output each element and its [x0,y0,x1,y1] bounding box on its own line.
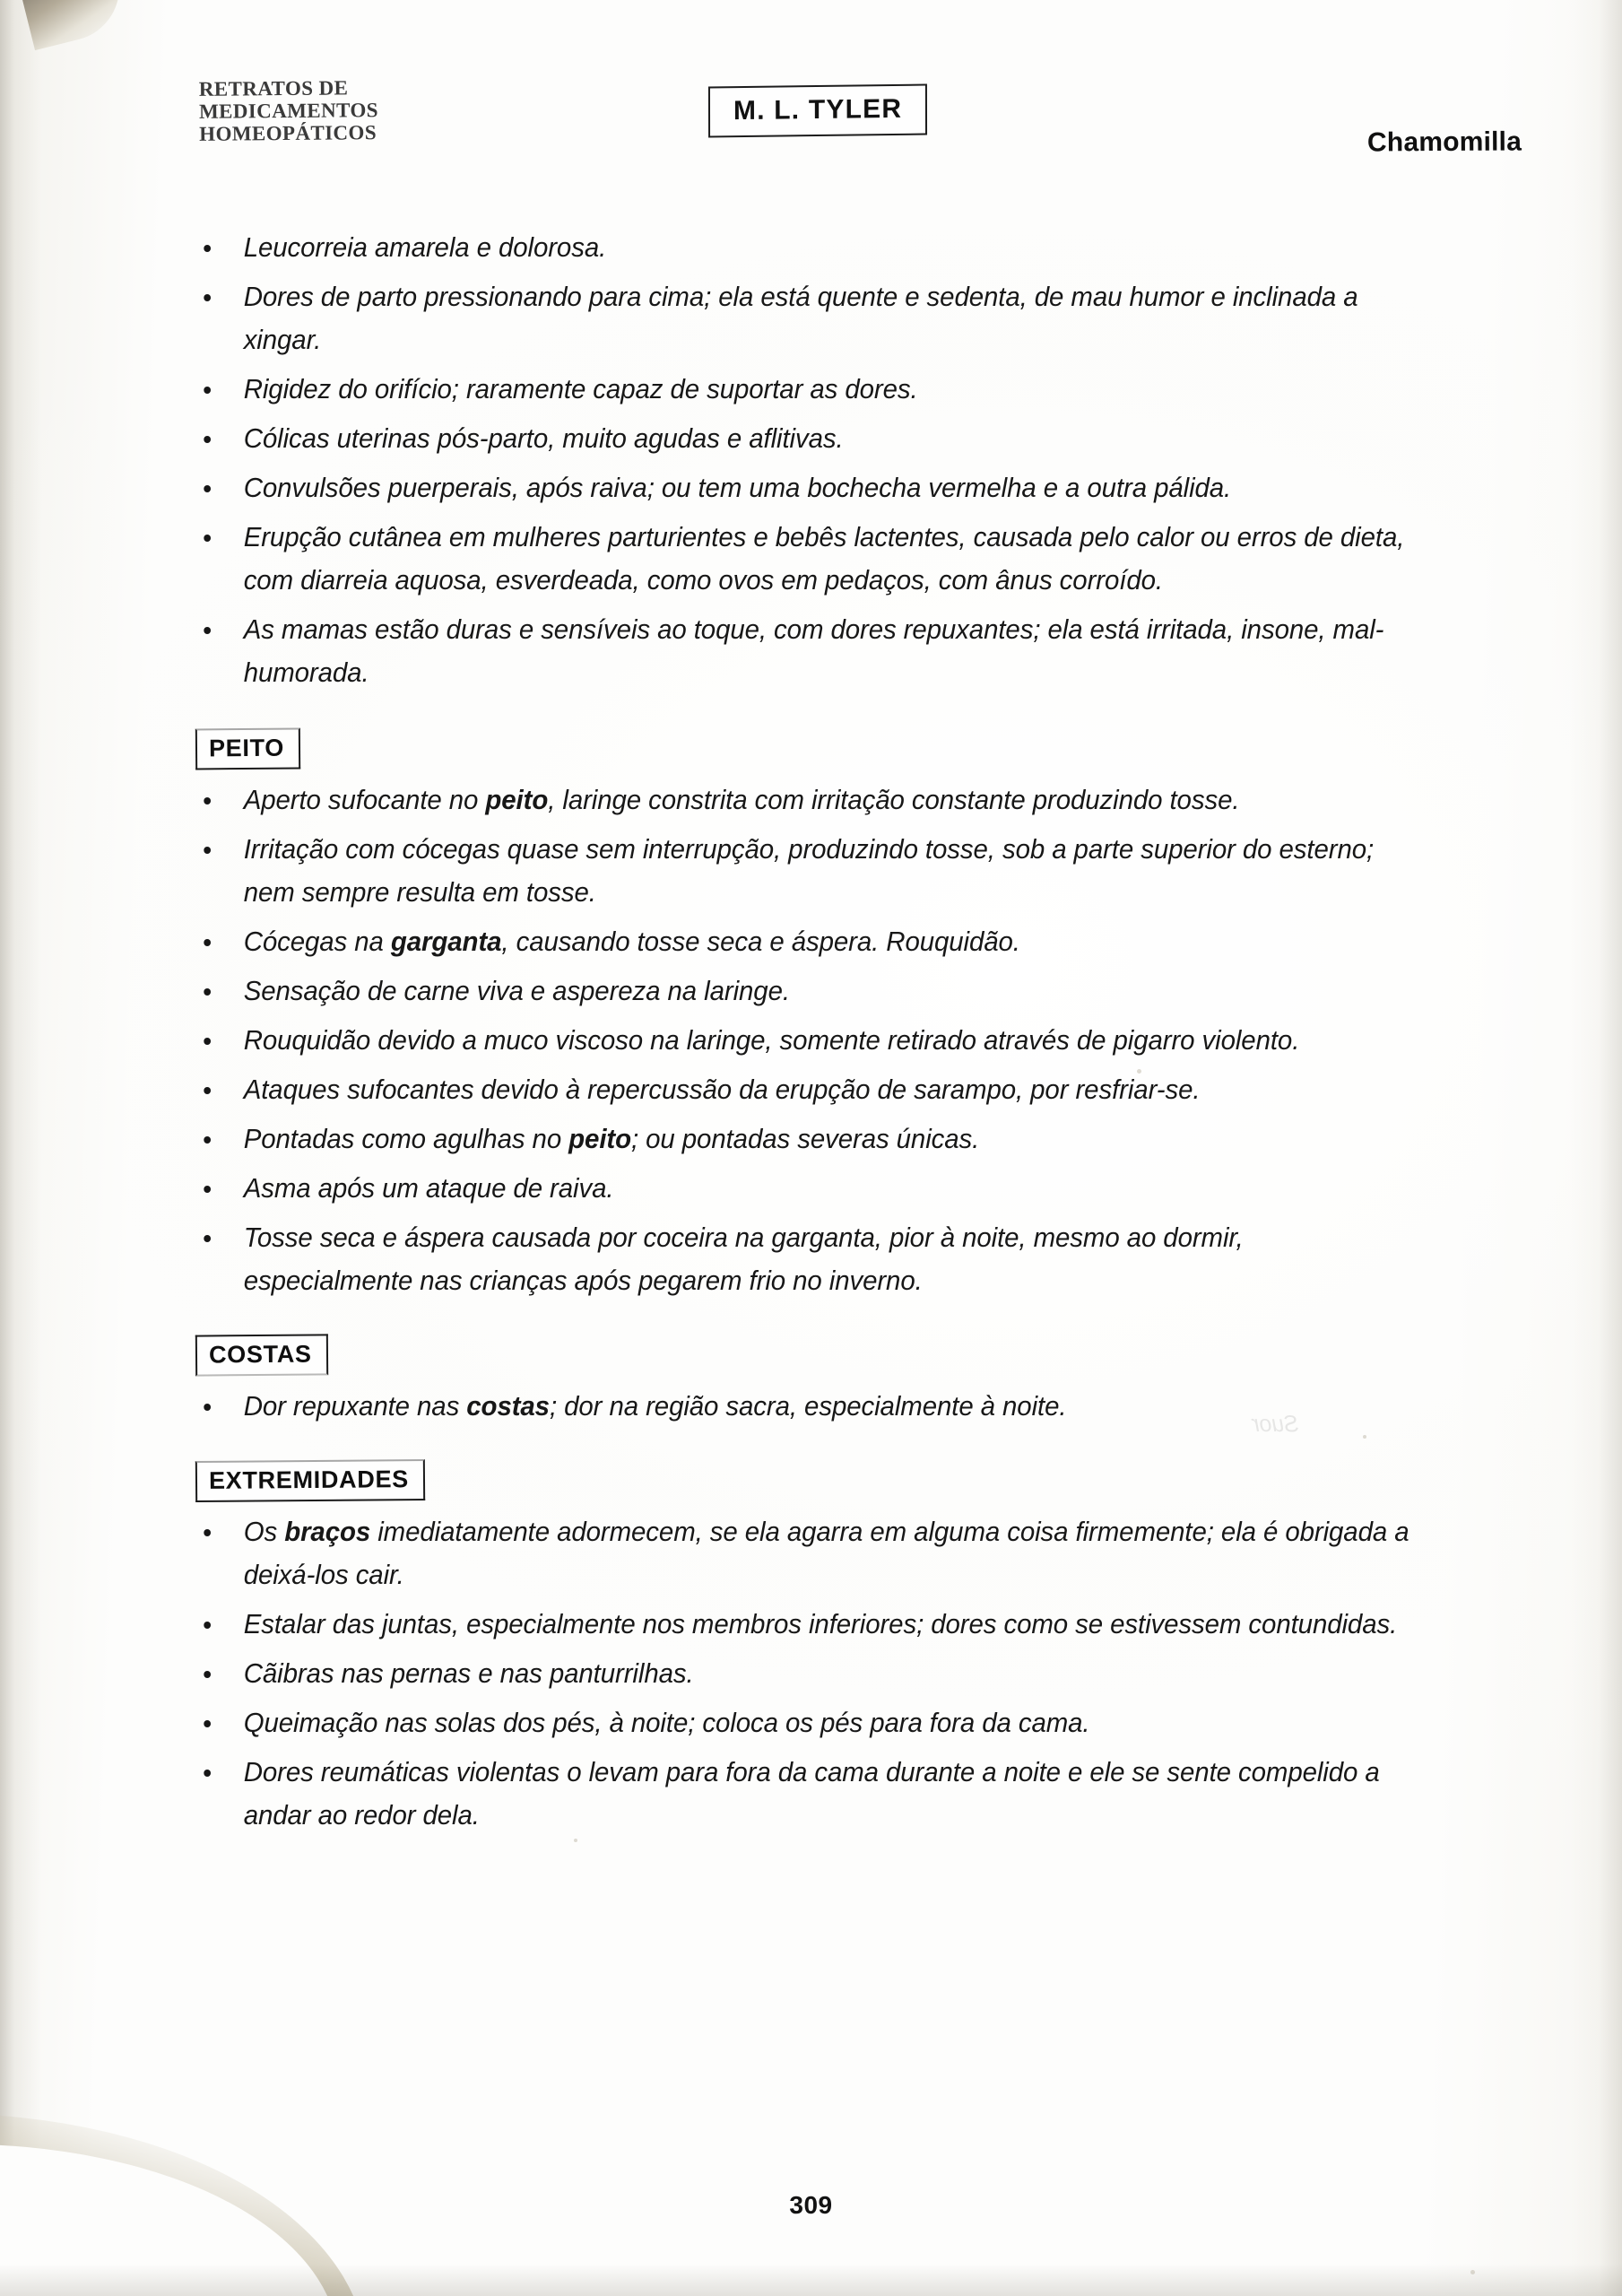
author-name: M. L. TYLER [733,93,903,126]
text-pre: Aperto sufocante no [243,785,486,815]
text-post: ; dor na região sacra, especialmente à noite. [549,1391,1067,1422]
text-pre: Pontadas como agulhas no [243,1124,569,1154]
page-body [186,226,1460,1843]
remedy-title: Chamomilla [1366,126,1522,158]
list-item [186,1510,1415,1596]
running-head [0,72,1622,188]
text-pre: Asma após um ataque de raiva. [243,1173,614,1204]
bleed-through-text: Suor [1252,1409,1299,1438]
text-pre: Dor repuxante nas [243,1391,467,1422]
intro-bullet-list [186,226,1460,694]
list-item [186,1019,1415,1062]
list-item: Leucorreia amarela e dolorosa. [186,226,1415,269]
book-series-logo [199,76,379,145]
text-pre: Dores reumáticas violentas o levam para fora da cama durante a noite e ele se sente compelido a andar ao redor dela. [243,1757,1380,1831]
list-item [186,970,1415,1013]
peito-bullet-list [186,778,1460,1302]
list-item [186,1652,1415,1695]
text-emphasis: braços [284,1517,371,1547]
list-item: Erupção cutânea em mulheres parturientes e bebês lactentes, causada pelo calor ou erros de dieta, com diarreia aquosa, esverdeada, como ovos em pedaços, com ânus corroído. [186,516,1415,602]
book-series-line-3: HOMEOPÁTICOS [199,121,377,145]
section-heading-costas: COSTAS [195,1334,328,1376]
section-heading-extremidades: EXTREMIDADES [195,1459,425,1502]
text-pre: Ataques sufocantes devido à repercussão da erupção de sarampo, por resfriar-se. [243,1074,1201,1105]
list-item [186,1118,1415,1161]
section-heading-peito: PEITO [195,728,300,770]
author-name-box [708,84,927,138]
section-costas [186,1311,1460,1428]
book-series-line-1: RETRATOS DE [198,76,349,100]
text-emphasis: peito [485,785,549,815]
text-emphasis: peito [568,1124,631,1154]
text-pre: Estalar das juntas, especialmente nos membros inferiores; dores como se estivessem contundidas. [243,1609,1398,1639]
section-extremidades [186,1437,1460,1837]
list-item: As mamas estão duras e sensíveis ao toque, com dores repuxantes; ela está irritada, insone, mal-humorada. [186,608,1415,694]
section-peito [186,705,1460,1302]
list-item [186,1603,1415,1646]
text-emphasis: garganta [390,926,502,957]
text-pre: Irritação com cócegas quase sem interrupção, produzindo tosse, sob a parte superior do esterno; nem sempre resulta em tosse. [243,834,1375,908]
text-post: , laringe constrita com irritação constante produzindo tosse. [548,785,1240,815]
book-series-line-2: MEDICAMENTOS [198,99,379,123]
list-item: Convulsões puerperais, após raiva; ou tem uma bochecha vermelha e a outra pálida. [186,466,1415,509]
extremidades-bullet-list [186,1510,1460,1837]
text-post: ; ou pontadas severas únicas. [630,1124,980,1154]
text-pre: Cócegas na [243,926,391,957]
list-item [186,1701,1415,1744]
text-pre: Queimação nas solas dos pés, à noite; coloca os pés para fora da cama. [243,1708,1090,1738]
text-post: imediatamente adormecem, se ela agarra em alguma coisa firmemente; ela é obrigada a deixá-los cair. [243,1517,1409,1590]
text-emphasis: costas [466,1391,550,1422]
list-item [186,920,1415,963]
text-pre: Tosse seca e áspera causada por coceira na garganta, pior à noite, mesmo ao dormir, especialmente nas crianças após pegarem frio no inverno. [243,1222,1244,1296]
text-pre: Os [243,1517,285,1547]
list-item: Cólicas uterinas pós-parto, muito agudas e aflitivas. [186,417,1415,460]
text-post: , causando tosse seca e áspera. Rouquidão. [501,926,1020,957]
list-item [186,828,1415,914]
list-item [186,1216,1415,1302]
list-item: Rigidez do orifício; raramente capaz de suportar as dores. [186,368,1415,411]
page-number: 309 [789,2191,833,2219]
list-item [186,1068,1415,1111]
list-item: Dores de parto pressionando para cima; ela está quente e sedenta, de mau humor e inclinada a xingar. [186,275,1415,361]
list-item [186,1167,1415,1210]
text-pre: Sensação de carne viva e aspereza na laringe. [243,976,790,1006]
costas-bullet-list [186,1385,1460,1428]
list-item [186,778,1415,822]
list-item [186,1751,1415,1837]
list-item [186,1385,1415,1428]
text-pre: Rouquidão devido a muco viscoso na laringe, somente retirado através de pigarro violento. [243,1025,1300,1056]
text-pre: Cãibras nas pernas e nas panturrilhas. [243,1658,694,1689]
